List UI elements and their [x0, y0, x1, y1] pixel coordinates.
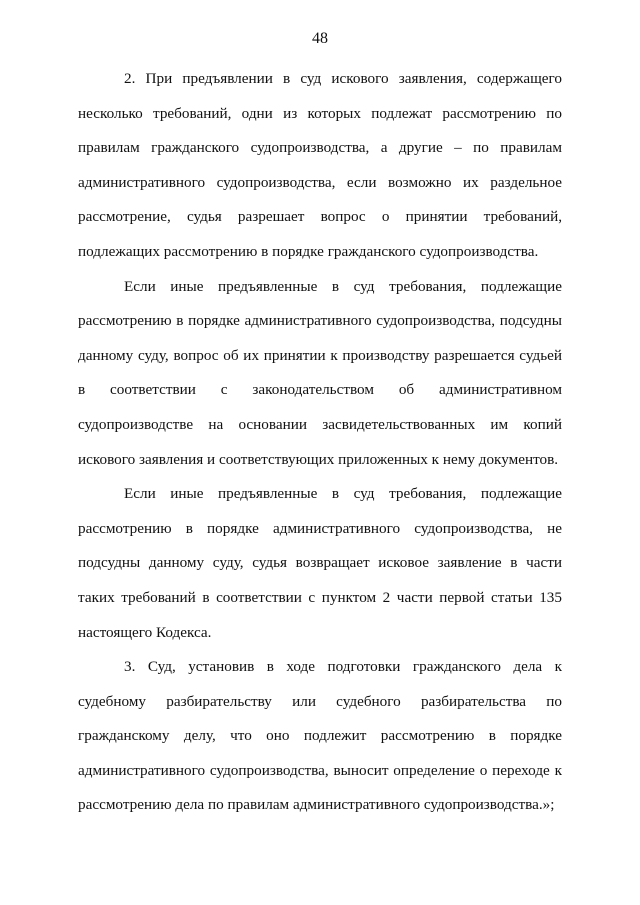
paragraph-item-2: 2. При предъявлении в суд искового заявления, содержащего несколько требований, одни из которых подлежат рассмотрению по правилам гражданского судопроизводства, а другие – по правилам административного судопроизводства, если возможно их раздельное рассмотрение, судья разрешает вопрос о принятии требований, подлежащих рассмотрению в порядке гражданского судопроизводства.	[78, 70, 562, 260]
paragraph-accepted-claims: Если иные предъявленные в суд требования, подлежащие рассмотрению в порядке административного судопроизводства, подсудны данному суду, вопрос об их принятии к производству разрешается судьей в соответствии с законодательством об административном судопроизводстве на основании засвидетельствованных им копий искового заявления и соответствующих приложенных к нему документов.	[78, 277, 562, 468]
document-body	[78, 62, 562, 823]
paragraph-item-3: 3. Суд, установив в ходе подготовки гражданского дела к судебному разбирательству или судебного разбирательства по гражданскому делу, что оно подлежит рассмотрению в порядке административного судопроизводства, выносит определение о переходе к рассмотрению дела по правилам административного судопроизводства.»;	[78, 658, 562, 814]
paragraph-returned-claims: Если иные предъявленные в суд требования, подлежащие рассмотрению в порядке административного судопроизводства, не подсудны данному суду, судья возвращает исковое заявление в части таких требований в соответствии с пунктом 2 части первой статьи 135 настоящего Кодекса.	[78, 485, 562, 641]
page-number: 48	[312, 30, 328, 47]
